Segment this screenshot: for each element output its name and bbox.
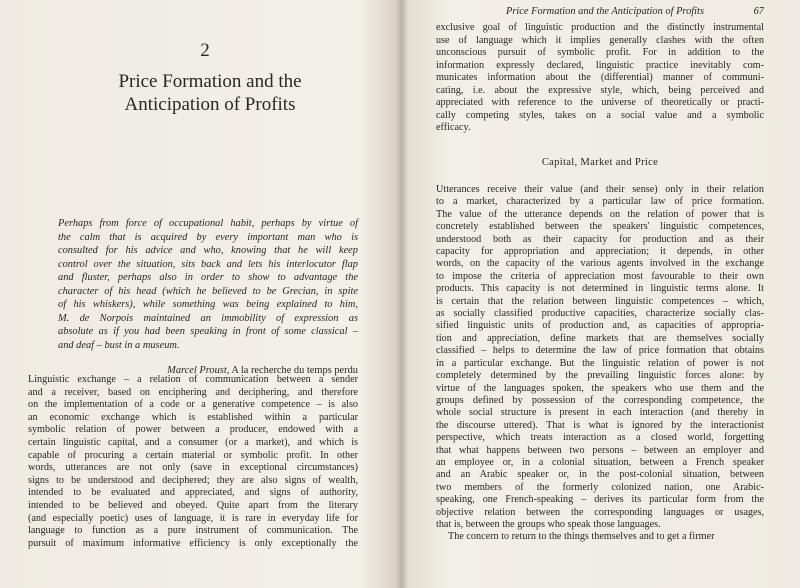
- body-line: tion and appreciation, define markets that are themselves socially: [436, 332, 764, 344]
- body-line: perspective, which treats interaction as a closed world, forgetting: [436, 432, 764, 444]
- body-line: as socially classified productive capacities, characterize socially clas-: [436, 308, 764, 320]
- body-line: words, utterances are not only (save in exceptional circumstances): [28, 462, 358, 474]
- epigraph-line: control over the situation, sits back and lets his interlocutor flap: [58, 258, 358, 270]
- right-body-text: [436, 184, 764, 544]
- body-line: an employee or, in a colonial situation, between a French speaker: [436, 456, 764, 468]
- body-line: an economic exchange which is established within a particular: [28, 411, 358, 423]
- body-line: The value of the utterance depends on the relation of power that is: [436, 208, 764, 220]
- body-line: information expressly declared, linguistic practice inevitably com-: [436, 59, 764, 71]
- left-page: [0, 0, 392, 588]
- epigraph-line: Perhaps from force of occupational habit, perhaps by virtue of: [58, 218, 358, 229]
- epigraph: [58, 217, 358, 352]
- body-line: in a particular exchange. But the linguistic relation of power is not: [436, 357, 764, 369]
- body-line: completely determined by the prevailing linguistic forces alone: by: [436, 370, 764, 382]
- epigraph-line: and deaf – bust in a museum.: [58, 339, 180, 351]
- left-body-text: [28, 374, 358, 550]
- body-line: (and especially poetic) uses of language, it is rare in everyday life for: [28, 512, 358, 524]
- body-line: to a market, characterized by a particular law of price formation.: [436, 196, 764, 208]
- epigraph-line: M. de Norpois maintained an immobility of expression as: [58, 312, 358, 324]
- body-line: whole social structure is present in each interaction (and thereby in: [436, 407, 764, 419]
- body-line: objective relation between the corresponding languages or usages,: [436, 506, 764, 518]
- body-line: The concern to return to the things themselves and to get a firmer: [448, 531, 715, 543]
- body-line: capable of procuring a certain material or symbolic profit. In other: [28, 449, 358, 461]
- epigraph-line: consulted for his advice and who, knowing that he will keep: [58, 245, 358, 256]
- epigraph-line: the calm that is acquired by every important man who is: [58, 231, 358, 243]
- epigraph-line: and fluster, perhaps also in order to show to advantage the: [58, 272, 358, 283]
- right-page: [404, 0, 800, 588]
- epigraph-work: A la recherche du temps perdu: [231, 365, 358, 376]
- body-line: that is, between the groups who speak those languages.: [436, 518, 661, 530]
- chapter-title-line: Anticipation of Profits: [124, 94, 296, 115]
- body-line: that what happens between two persons – between an employer and: [436, 444, 764, 456]
- epigraph-line: absolute as if you had been speaking in front of some classical –: [58, 326, 358, 337]
- body-line: unconscious pursuit of symbolic profit. For in addition to the: [436, 47, 764, 58]
- section-heading: Capital, Market and Price: [541, 157, 659, 168]
- body-line: classified – helps to determine the law of price formation that obtains: [436, 345, 764, 357]
- body-line: Utterances receive their value (and their sense) only in their relation: [436, 184, 764, 195]
- body-line: concretely established between the speakers' linguistic competences,: [436, 221, 764, 233]
- body-line: municates information about the (differential) manner of communi-: [436, 72, 764, 83]
- body-line: capacity for appropriation and appreciation; it depends, in other: [436, 246, 764, 258]
- body-line: Linguistic exchange – a relation of communication between a sender: [28, 374, 358, 385]
- chapter-title-line: Price Formation and the: [118, 71, 302, 92]
- body-line: words, on the capacity of the various agents involved in the exchange: [436, 258, 764, 270]
- body-line: and an Arabic speaker or, in the post-colonial situation, between: [436, 469, 764, 481]
- body-line: and a receiver, based on enciphering and deciphering, and therefore: [28, 386, 358, 398]
- body-line: cating, i.e. about the expressive style, which, being perceived and: [436, 84, 764, 96]
- body-line: exclusive goal of linguistic production and the distinctly instrumental: [436, 22, 764, 33]
- body-line: intended to be believed and obeyed. Quite apart from the literary: [28, 499, 358, 511]
- body-line: efficacy.: [436, 122, 471, 133]
- body-line: is certain that the relation between linguistic competences – which,: [436, 295, 764, 307]
- body-line: pursuit of maximum informative efficiency is only exceptionally the: [28, 537, 358, 549]
- body-line: use of language which it implies generally clashes with the often: [436, 34, 764, 46]
- body-line: speaking, one French-speaking – derives its particular form from the: [436, 494, 764, 506]
- body-line: sified linguistic units of production and, as capacities of appropria-: [436, 320, 764, 332]
- chapter-title: [60, 70, 360, 116]
- epigraph-author: Marcel Proust,: [167, 365, 230, 376]
- body-line: two members of the formerly colonized nation, one Arabic-: [436, 481, 764, 493]
- body-line: symbolic relation of power between a producer, endowed with a: [28, 424, 358, 436]
- body-line: on the implementation of a code or a generative competence – is also: [28, 399, 358, 411]
- body-line: certain linguistic capital, and a consumer (or a market), and which is: [28, 436, 358, 448]
- body-line: cally competing styles, takes on a social value and a symbolic: [436, 109, 764, 121]
- body-line: language to function as a pure instrument of communication. The: [28, 525, 358, 537]
- body-line: understood both as their capacity for production and as their: [436, 233, 764, 245]
- right-top-paragraph: [436, 22, 764, 135]
- body-line: intended to be evaluated and appreciated, and signs of authority,: [28, 487, 358, 499]
- body-line: to impose the criteria of appreciation most favourable to their own: [436, 270, 764, 282]
- running-head-title: Price Formation and the Anticipation of Profits: [506, 6, 704, 17]
- body-line: groups defined by possession of the corresponding competence, the: [436, 394, 764, 406]
- epigraph-line: of his whiskers), while something was being explained to him,: [58, 299, 358, 310]
- body-line: products. This capacity is not determined in linguistic terms alone. It: [436, 283, 764, 295]
- body-line: signs to be understood and deciphered; they are also signs of wealth,: [28, 474, 358, 486]
- body-line: the discourse uttered). That is what is ignored by the interactionist: [436, 419, 764, 431]
- body-line: appreciated with reference to the universe of theoretically or practi-: [436, 97, 764, 108]
- chapter-number: 2: [200, 40, 210, 61]
- body-line: virtue of the languages spoken, the speakers who use them and the: [436, 382, 764, 394]
- page-number: 67: [753, 6, 764, 17]
- epigraph-line: character of his head (which he believed to be Grecian, in spite: [58, 285, 358, 297]
